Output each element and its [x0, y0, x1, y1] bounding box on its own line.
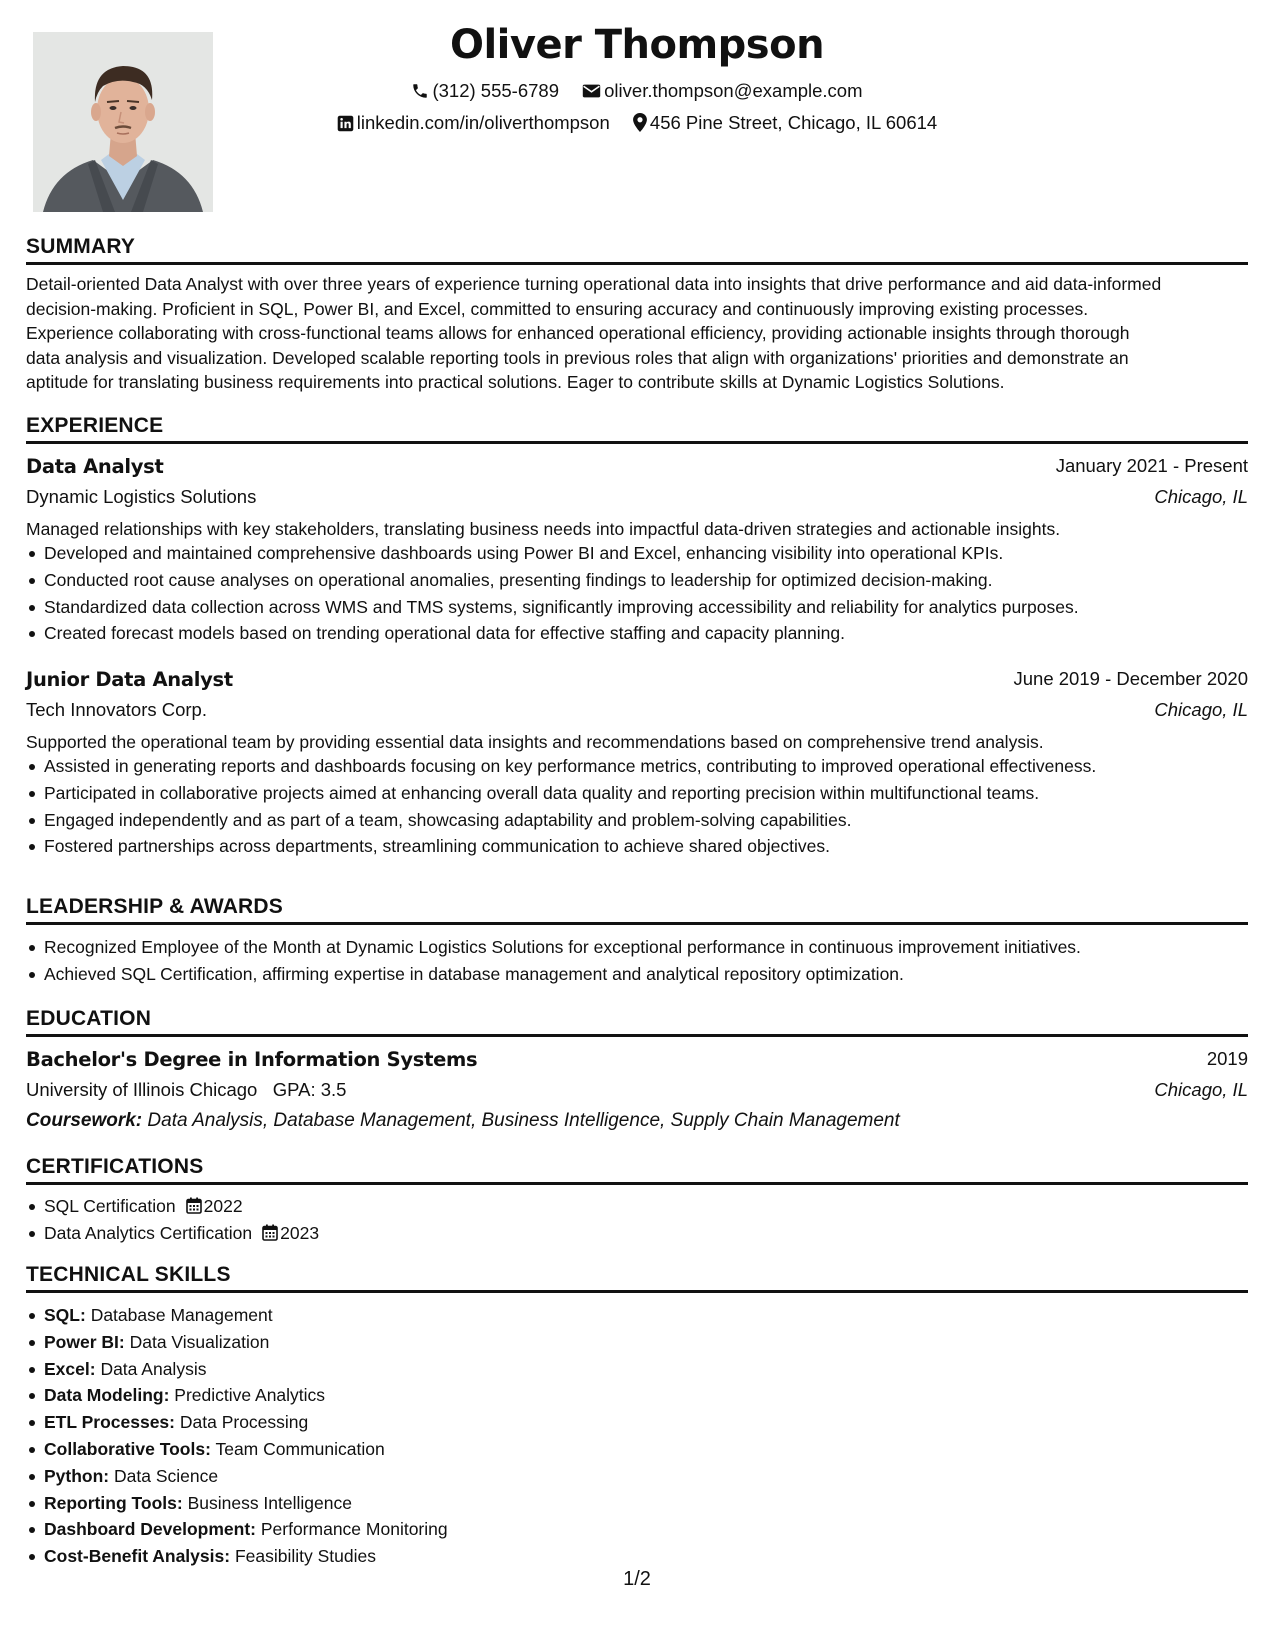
- gpa: GPA: 3.5: [272, 1079, 347, 1100]
- coursework: [26, 1110, 900, 1132]
- list-item: [44, 1356, 1266, 1383]
- street-address: 456 Pine Street, Chicago, IL 60614: [649, 112, 938, 133]
- summary-line: aptitude for translating business requirements into practical solutions. Eager to contribute skills at Dynamic Logistics Solutions.: [26, 372, 1005, 393]
- email-address[interactable]: oliver.thompson@example.com: [604, 80, 863, 101]
- graduation-year: 2019: [1206, 1048, 1248, 1069]
- list-item: [44, 1463, 1266, 1490]
- list-item: [44, 1436, 1266, 1463]
- skill-label: Data Modeling:: [44, 1385, 170, 1406]
- skill-value: Data Visualization: [129, 1331, 270, 1352]
- certification-year: 2022: [203, 1196, 243, 1216]
- skill-label: Dashboard Development:: [44, 1519, 256, 1540]
- page-number: 1/2: [623, 1568, 651, 1590]
- skill-label: Cost-Benefit Analysis:: [44, 1546, 231, 1567]
- phone-icon: [411, 82, 429, 100]
- skill-value: Feasibility Studies: [234, 1546, 376, 1567]
- skill-label: Reporting Tools:: [44, 1492, 183, 1513]
- degree-title: Bachelor's Degree in Information Systems: [26, 1048, 478, 1071]
- list-item: [44, 1490, 1266, 1517]
- list-item: Developed and maintained comprehensive dashboards using Power BI and Excel, enhancing visibility into operational KPIs.: [44, 540, 1266, 567]
- calendar-icon: [186, 1197, 202, 1214]
- company-name: Dynamic Logistics Solutions: [26, 486, 257, 507]
- leadership-bullets: [26, 934, 1266, 988]
- certification-name: Data Analytics Certification: [44, 1222, 253, 1243]
- job-title: Data Analyst: [26, 455, 164, 478]
- summary-line: Experience collaborating with cross-functional teams allows for enhanced operational efficiency, providing actionable insights through thorough: [26, 323, 1130, 344]
- summary-text: [26, 272, 1248, 395]
- skill-value: Team Communication: [215, 1438, 385, 1459]
- list-item: Recognized Employee of the Month at Dynamic Logistics Solutions for exceptional performance in continuous improvement initiatives.: [44, 934, 1266, 961]
- candidate-name: Oliver Thompson: [449, 22, 825, 68]
- skill-value: Data Science: [114, 1465, 219, 1486]
- school-location: Chicago, IL: [1154, 1079, 1248, 1100]
- job-location: Chicago, IL: [1154, 486, 1248, 507]
- linkedin-icon: [337, 115, 354, 132]
- coursework-label: Coursework:: [26, 1110, 143, 1131]
- certification-year: 2023: [280, 1222, 320, 1243]
- experience-heading: EXPERIENCE: [26, 413, 1248, 444]
- job-bullets: [26, 540, 1266, 647]
- job-bullets: [26, 753, 1266, 860]
- phone-contact: [411, 80, 559, 102]
- summary-heading: SUMMARY: [26, 234, 1248, 265]
- skill-label: ETL Processes:: [44, 1412, 175, 1433]
- list-item: Achieved SQL Certification, affirming expertise in database management and analytical repository optimization.: [44, 961, 1266, 988]
- skill-label: Python:: [44, 1465, 110, 1486]
- school-info: [26, 1079, 346, 1101]
- list-item: [44, 1543, 1266, 1570]
- contact-row-2: [26, 112, 1248, 134]
- coursework-list: Data Analysis, Database Management, Business Intelligence, Supply Chain Management: [147, 1110, 900, 1131]
- skills-list: [26, 1302, 1266, 1570]
- skill-value: Data Analysis: [100, 1358, 207, 1379]
- certification-name: SQL Certification: [44, 1196, 176, 1216]
- list-item: Participated in collaborative projects aimed at enhancing overall data quality and reporting precision within multifunctional teams.: [44, 780, 1266, 807]
- skill-label: SQL:: [44, 1305, 86, 1325]
- job-location: Chicago, IL: [1154, 699, 1248, 720]
- map-pin-icon: [633, 113, 647, 132]
- education-heading: EDUCATION: [26, 1006, 1248, 1037]
- summary-line: data analysis and visualization. Developed scalable reporting tools in previous roles that align with organizations' priorities and demonstrate an: [26, 347, 1129, 368]
- summary-line: decision-making. Proficient in SQL, Power BI, and Excel, committed to ensuring accuracy and continuously improving existing processes.: [26, 298, 1089, 319]
- list-item: Engaged independently and as part of a team, showcasing adaptability and problem-solving capabilities.: [44, 807, 1266, 834]
- list-item: [44, 1193, 1266, 1220]
- job-dates: June 2019 - December 2020: [1013, 668, 1248, 689]
- list-item: [44, 1409, 1266, 1436]
- contact-row-1: [26, 80, 1248, 102]
- skill-value: Predictive Analytics: [174, 1385, 326, 1406]
- certifications-heading: CERTIFICATIONS: [26, 1154, 1248, 1185]
- list-item: [44, 1329, 1266, 1356]
- list-item: Fostered partnerships across departments, streamlining communication to achieve shared objectives.: [44, 833, 1266, 860]
- company-name: Tech Innovators Corp.: [26, 699, 207, 720]
- skill-value: Business Intelligence: [187, 1492, 352, 1513]
- list-item: Conducted root cause analyses on operational anomalies, presenting findings to leadership for optimized decision-making.: [44, 567, 1266, 594]
- list-item: [44, 1516, 1266, 1543]
- email-contact[interactable]: [582, 80, 862, 102]
- envelope-icon: [582, 82, 601, 100]
- linkedin-contact[interactable]: [337, 112, 610, 134]
- skill-label: Excel:: [44, 1358, 96, 1379]
- skill-value: Database Management: [90, 1305, 273, 1325]
- job-title: Junior Data Analyst: [26, 668, 233, 691]
- linkedin-url[interactable]: linkedin.com/in/oliverthompson: [356, 112, 610, 133]
- skill-value: Data Processing: [179, 1412, 309, 1433]
- resume-page: [26, 0, 1248, 1650]
- list-item: Created forecast models based on trending operational data for effective staffing and capacity planning.: [44, 620, 1266, 647]
- list-item: Assisted in generating reports and dashboards focusing on key performance metrics, contributing to improved operational effectiveness.: [44, 753, 1266, 780]
- address-contact: [633, 112, 937, 134]
- school-name: University of Illinois Chicago: [26, 1079, 258, 1100]
- list-item: [44, 1382, 1266, 1409]
- certifications-list: [26, 1193, 1266, 1247]
- skill-value: Performance Monitoring: [260, 1519, 448, 1540]
- skills-heading: TECHNICAL SKILLS: [26, 1262, 1248, 1293]
- job-dates: January 2021 - Present: [1055, 455, 1248, 476]
- list-item: [44, 1302, 1266, 1329]
- skill-label: Collaborative Tools:: [44, 1438, 211, 1459]
- job-summary: Supported the operational team by providing essential data insights and recommendations based on comprehensive trend analysis.: [26, 732, 1044, 752]
- list-item: Standardized data collection across WMS and TMS systems, significantly improving accessibility and reliability for analytics purposes.: [44, 594, 1266, 621]
- summary-line: Detail-oriented Data Analyst with over three years of experience turning operational data into insights that drive performance and aid data-informed: [26, 274, 1162, 294]
- phone-number: (312) 555-6789: [432, 80, 559, 101]
- list-item: [44, 1220, 1266, 1247]
- leadership-heading: LEADERSHIP & AWARDS: [26, 894, 1248, 925]
- skill-label: Power BI:: [44, 1331, 125, 1352]
- calendar-icon: [262, 1224, 278, 1241]
- job-summary: Managed relationships with key stakeholders, translating business needs into impactful data-driven strategies and actionable insights.: [26, 519, 1061, 539]
